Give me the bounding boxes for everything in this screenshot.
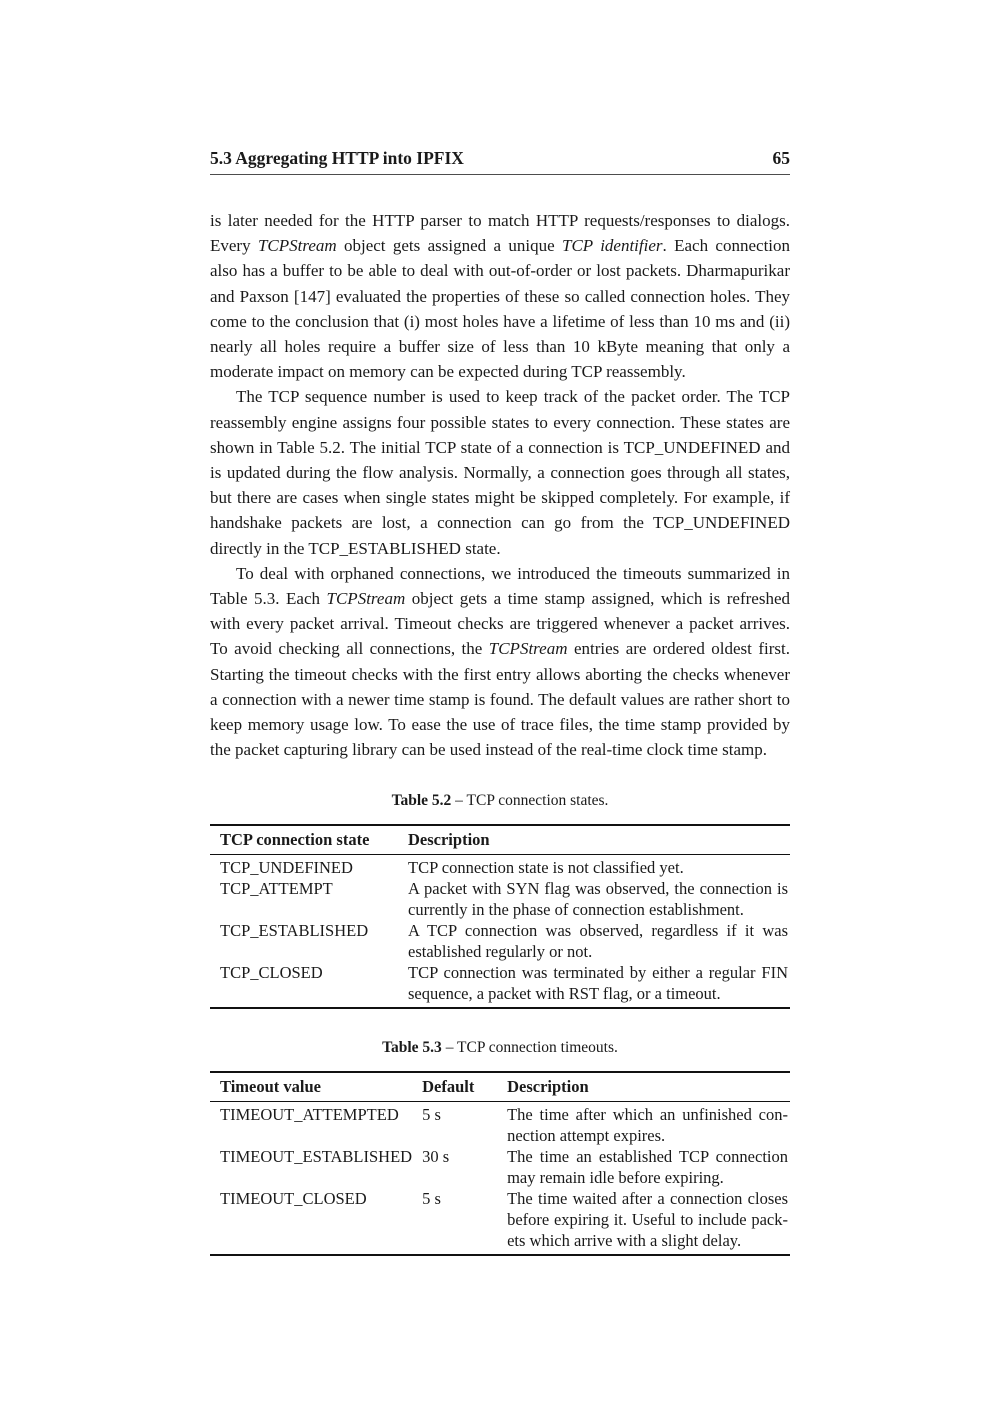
text-segment: entries are ordered oldest first. Starting the timeout checks with the first entry allows aborting the checks whenever a connection with a newer time stamp is found. The default values are rather short to keep memory usage low. To ease the use of trace files, the time stamp provided by the packet capturing library can be used instead of the real-time clock time stamp. bbox=[210, 639, 790, 760]
running-header bbox=[210, 148, 790, 175]
paragraph bbox=[210, 384, 790, 560]
paragraph bbox=[210, 208, 790, 384]
column-header: Description bbox=[507, 1077, 589, 1097]
table-cell: TIMEOUT_ATTEMPTED bbox=[220, 1105, 399, 1125]
table-row bbox=[210, 1188, 790, 1255]
table-row bbox=[210, 878, 790, 920]
tcp-connection-timeouts-table bbox=[210, 1071, 790, 1256]
table-row bbox=[210, 855, 790, 879]
table-caption-label: Table 5.2 bbox=[391, 792, 452, 810]
italic-text: TCPStream bbox=[488, 639, 568, 659]
text-segment: The TCP sequence number is used to keep track of the packet order. The TCP reassembly engine assigns four possible states to every connection. These states are shown in Table 5.2. The initial TCP state of a connection is TCP_UNDEFINED and is updated during the flow analysis. Normally, a connection goes through all states, but there are cases when single states might be skipped completely. For example, if handshake packets are lost, a connection can go from the TCP_UNDEFINED directly in the TCP_ESTABLISHED state. bbox=[210, 387, 790, 558]
content-area bbox=[210, 148, 790, 1256]
text-segment: . Each connection also has a buffer to be able to deal with out-of-order or lost packets. Dharmapurikar and Paxson [147] evaluated the properties of these so called connection holes. They come to the conclusion that (i) most holes have a lifetime of less than 10 ms and (ii) nearly all holes require a buffer size of less than 10 kByte meaning that only a moderate impact on memory can be expected during TCP reassembly. bbox=[210, 236, 791, 382]
section-heading: 5.3 Aggregating HTTP into IPFIX bbox=[210, 148, 464, 168]
text-segment: object gets assigned a unique bbox=[336, 236, 562, 256]
table-cell: 5 s bbox=[422, 1105, 441, 1125]
table-cell: TCP_ATTEMPT bbox=[220, 879, 333, 899]
column-header: Timeout value bbox=[220, 1077, 321, 1097]
table-cell: A TCP connection was observed, regardless if it was established regularly or not. bbox=[408, 921, 788, 962]
body-text bbox=[210, 208, 790, 762]
table-cell: A packet with SYN flag was observed, the connection is currently in the phase of connection establishment. bbox=[408, 879, 788, 920]
table-cell: TCP_CLOSED bbox=[220, 963, 323, 983]
italic-text: TCPStream bbox=[326, 589, 406, 609]
table-cell: The time an established TCP connection may remain idle before expiring. bbox=[507, 1147, 788, 1188]
table-cell: 30 s bbox=[422, 1147, 450, 1167]
table-row bbox=[210, 962, 790, 1008]
table-cell: TCP connection was terminated by either a regular FIN sequence, a packet with RST flag, or a timeout. bbox=[408, 963, 788, 1004]
table-row bbox=[210, 1102, 790, 1147]
column-header: Default bbox=[422, 1077, 475, 1097]
table-cell: The time after which an unfinished connection attempt expires. bbox=[507, 1105, 788, 1146]
table-header-row bbox=[210, 825, 790, 855]
table-cell: 5 s bbox=[422, 1189, 441, 1209]
table-cell: TCP_UNDEFINED bbox=[220, 858, 353, 878]
table-cell: The time waited after a connection closes before expiring it. Useful to include packets which arrive with a slight delay. bbox=[507, 1189, 788, 1251]
table-caption: Table 5.2 – TCP connection states. bbox=[391, 792, 609, 810]
table-cell: TIMEOUT_ESTABLISHED bbox=[220, 1147, 413, 1167]
text-segment: To deal with orphaned connections, we introduced the timeouts summarized in Table 5.3. Each bbox=[210, 563, 790, 609]
table-cell: TCP_ESTABLISHED bbox=[220, 921, 369, 941]
table-cell: TIMEOUT_CLOSED bbox=[220, 1189, 367, 1209]
page-number: 65 bbox=[772, 148, 790, 168]
italic-text: TCPStream bbox=[257, 236, 337, 256]
table-caption: Table 5.3 – TCP connection timeouts. bbox=[382, 1039, 618, 1057]
paragraph bbox=[210, 561, 790, 763]
tcp-connection-states-table bbox=[210, 824, 790, 1009]
table-row bbox=[210, 920, 790, 962]
text-segment: object gets a time stamp assigned, which is refreshed with every packet arrival. Timeout checks are triggered whenever a packet arrives. To avoid checking all connections, the bbox=[210, 589, 790, 659]
table-cell: TCP connection state is not classified yet. bbox=[408, 858, 684, 878]
table-header-row bbox=[210, 1072, 790, 1102]
text-segment: is later needed for the HTTP parser to match HTTP requests/responses to dialogs. Every bbox=[210, 211, 790, 256]
column-header: Description bbox=[408, 830, 490, 850]
tables-area bbox=[210, 791, 790, 1256]
italic-text: TCP identifier bbox=[561, 236, 663, 256]
table-row bbox=[210, 1146, 790, 1188]
column-header: TCP connection state bbox=[220, 830, 370, 850]
table-caption-label: Table 5.3 bbox=[382, 1039, 442, 1057]
